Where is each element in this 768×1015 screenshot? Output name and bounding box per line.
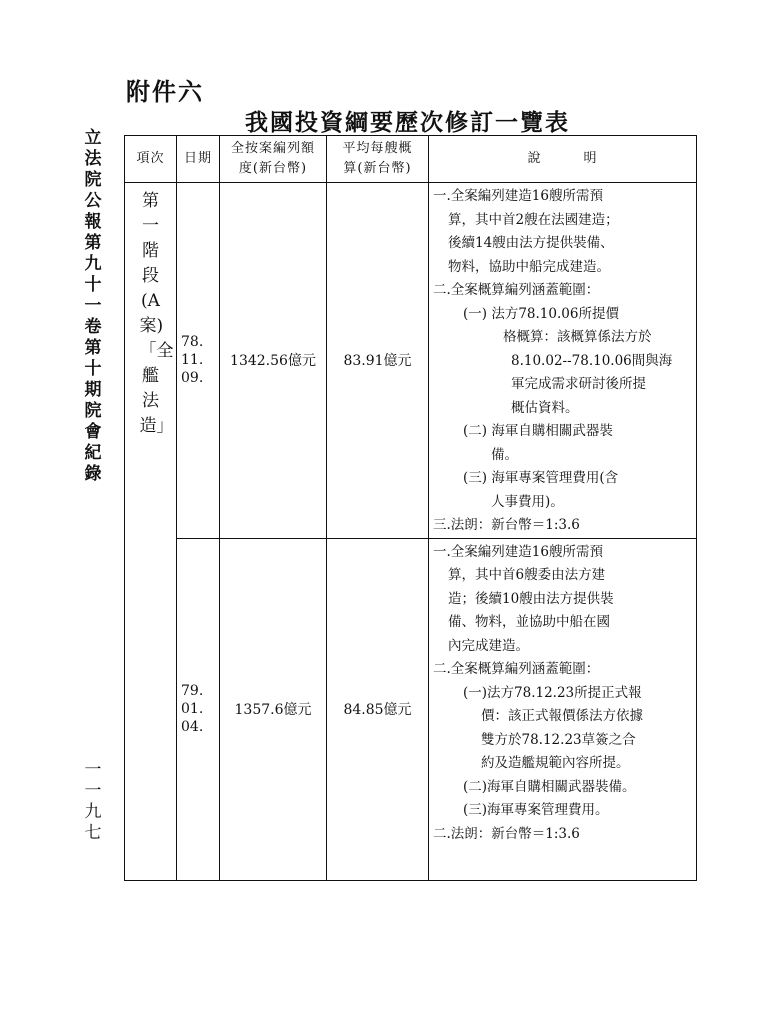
- date-day: 09.: [181, 370, 204, 387]
- header-description: 說 明: [429, 136, 697, 183]
- desc-line: 一.全案編列建造16艘所需預: [433, 188, 603, 204]
- phase-cell: [125, 183, 177, 881]
- header-item: 項次: [125, 136, 177, 183]
- average-cost-cell: 83.91億元: [327, 183, 429, 539]
- desc-line: 三.法朗：新台幣＝1:3.6: [433, 517, 580, 533]
- revision-table: [124, 135, 697, 881]
- desc-line: 後續14艘由法方提供裝備、: [448, 235, 614, 251]
- desc-line: 內完成建造。: [448, 637, 529, 654]
- table-header-row: [125, 136, 697, 183]
- annex-label: 附件六: [126, 77, 204, 106]
- desc-line: 算，其中首6艘委由法方建: [448, 567, 606, 583]
- desc-line: 人事費用)。: [491, 493, 564, 510]
- table-row: [125, 183, 697, 539]
- desc-line: 雙方於78.12.23草簽之合: [481, 731, 636, 748]
- desc-line: 軍完成需求研討後所提: [511, 376, 646, 392]
- desc-line: 物料，協助中船完成建造。: [448, 258, 610, 275]
- table-row: [125, 538, 697, 880]
- date-year: 78.: [181, 334, 204, 351]
- date-cell: [177, 183, 220, 539]
- desc-line: 備、物料，並協助中船在國: [448, 614, 610, 630]
- desc-line: (一) 法方78.10.06所提價: [463, 305, 619, 322]
- date-month: 11.: [181, 352, 204, 369]
- header-average-line2: 算(新台幣): [343, 161, 412, 176]
- header-average-cost: [327, 136, 429, 183]
- description-cell: [429, 538, 697, 880]
- desc-line: 格概算：該概算係法方於: [503, 329, 652, 345]
- desc-line: 算，其中首2艘在法國建造；: [448, 211, 619, 228]
- desc-line: 二.全案概算編列涵蓋範圍：: [433, 661, 600, 677]
- desc-line: (三) 海軍專案管理費用(含: [463, 470, 619, 486]
- desc-line: 概估資料。: [511, 399, 579, 416]
- header-total-budget: [220, 136, 327, 183]
- header-average-line1: 平均每艘概: [342, 141, 413, 156]
- desc-line: 一.全案編列建造16艘所需預: [433, 543, 603, 560]
- date-month: 01.: [181, 701, 204, 717]
- desc-line: 備。: [491, 446, 518, 463]
- desc-line: 約及造艦規範內容所提。: [481, 755, 630, 771]
- desc-line: (三)海軍專案管理費用。: [463, 802, 609, 818]
- desc-line: 二.法朗：新台幣＝1:3.6: [433, 825, 580, 842]
- date-year: 79.: [181, 683, 204, 699]
- desc-line: 二.全案概算編列涵蓋範圍：: [433, 282, 600, 298]
- page-number: 一一九七: [84, 760, 102, 843]
- desc-line: (一)法方78.12.23所提正式報: [463, 684, 642, 701]
- average-cost-cell: 84.85億元: [327, 538, 429, 880]
- desc-line: 造；後續10艘由法方提供裝: [448, 590, 614, 607]
- desc-line: 價：該正式報價係法方依據: [481, 708, 643, 724]
- phase-label: 第一階段(A案)「全艦法造」: [139, 191, 174, 436]
- document-title: 我國投資綱要歷次修訂一覽表: [245, 109, 570, 136]
- desc-line: (二)海軍自購相關武器裝備。: [463, 778, 636, 795]
- description-cell: [429, 183, 697, 539]
- desc-line: (二) 海軍自購相關武器裝: [463, 423, 613, 439]
- date-day: 04.: [181, 719, 204, 735]
- header-date: 日期: [177, 136, 220, 183]
- total-budget-cell: 1357.6億元: [220, 538, 327, 880]
- header-total-line2: 度(新台幣): [238, 161, 308, 176]
- total-budget-cell: 1342.56億元: [220, 183, 327, 539]
- date-cell: [177, 538, 220, 880]
- gazette-margin-header: 立法院公報 第九十一卷 第十期 院會紀錄: [84, 128, 102, 484]
- desc-line: 8.10.02--78.10.06間與海: [511, 352, 673, 369]
- header-total-line1: 全按案編列額: [230, 141, 315, 156]
